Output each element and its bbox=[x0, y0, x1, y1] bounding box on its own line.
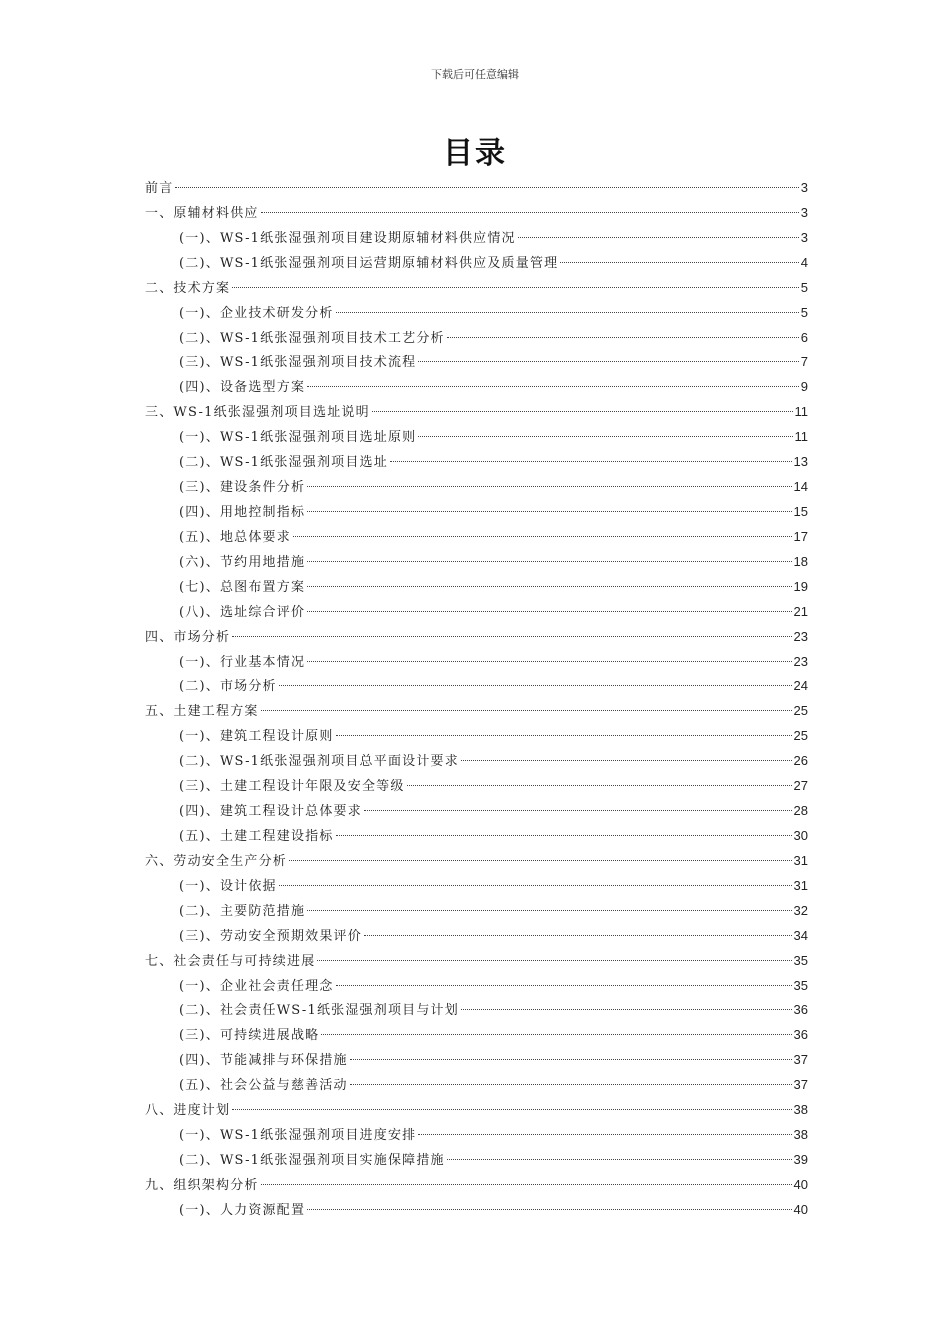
toc-leader-dots bbox=[307, 1209, 791, 1210]
toc-subentry[interactable] bbox=[145, 525, 808, 550]
toc-entry-label: 二、技术方案 bbox=[145, 280, 231, 296]
toc-leader-dots bbox=[560, 262, 798, 263]
toc-subentry[interactable] bbox=[145, 824, 808, 849]
toc-leader-dots bbox=[293, 536, 792, 537]
toc-page-number: 30 bbox=[793, 827, 808, 843]
toc-subentry[interactable] bbox=[145, 774, 808, 799]
toc-leader-dots bbox=[336, 835, 792, 836]
toc-page-number: 11 bbox=[794, 429, 808, 445]
toc-entry-label: (五)、土建工程建设指标 bbox=[179, 828, 334, 844]
toc-page-number: 18 bbox=[793, 553, 808, 569]
toc-entry-label: (二)、主要防范措施 bbox=[179, 903, 306, 919]
toc-subentry[interactable] bbox=[145, 326, 808, 351]
toc-entry-label: 九、组织架构分析 bbox=[145, 1177, 259, 1193]
toc-entry[interactable] bbox=[145, 699, 808, 724]
toc-leader-dots bbox=[336, 985, 792, 986]
toc-entry-label: (三)、土建工程设计年限及安全等级 bbox=[179, 779, 405, 795]
toc-page-number: 7 bbox=[800, 354, 808, 370]
toc-page-number: 6 bbox=[800, 329, 808, 345]
toc-subentry[interactable] bbox=[145, 749, 808, 774]
toc-page-number: 38 bbox=[793, 1102, 808, 1118]
toc-leader-dots bbox=[261, 212, 799, 213]
toc-leader-dots bbox=[289, 860, 792, 861]
toc-entry-label: (一)、WS-1纸张湿强剂项目建设期原辅材料供应情况 bbox=[179, 230, 516, 246]
toc-leader-dots bbox=[307, 611, 791, 612]
toc-entry-label: (一)、企业社会责任理念 bbox=[179, 978, 334, 994]
toc-leader-dots bbox=[518, 237, 799, 238]
toc-subentry[interactable] bbox=[145, 1198, 808, 1223]
toc-entry-label: (四)、设备选型方案 bbox=[179, 380, 306, 396]
toc-entry-label: (二)、WS-1纸张湿强剂项目选址 bbox=[179, 455, 388, 471]
toc-leader-dots bbox=[279, 685, 792, 686]
toc-entry[interactable] bbox=[145, 625, 808, 650]
toc-page-number: 5 bbox=[800, 279, 808, 295]
toc-leader-dots bbox=[418, 436, 792, 437]
toc-entry[interactable] bbox=[145, 201, 808, 226]
toc-subentry[interactable] bbox=[145, 1023, 808, 1048]
toc-page-number: 26 bbox=[793, 753, 808, 769]
toc-subentry[interactable] bbox=[145, 674, 808, 699]
toc-page-number: 38 bbox=[793, 1127, 808, 1143]
toc-entry-label: 四、市场分析 bbox=[145, 629, 231, 645]
toc-leader-dots bbox=[336, 735, 792, 736]
toc-page-number: 3 bbox=[800, 180, 808, 195]
toc-page-number: 17 bbox=[793, 528, 808, 544]
toc-subentry[interactable] bbox=[145, 1073, 808, 1098]
toc-leader-dots bbox=[447, 1159, 792, 1160]
toc-leader-dots bbox=[350, 1084, 792, 1085]
toc-page-number: 14 bbox=[793, 479, 808, 495]
toc-page-number: 11 bbox=[794, 404, 808, 420]
toc-page-number: 27 bbox=[793, 778, 808, 794]
toc-entry-label: (三)、WS-1纸张湿强剂项目技术流程 bbox=[179, 355, 417, 371]
toc-leader-dots bbox=[364, 810, 792, 811]
toc-subentry[interactable] bbox=[145, 1123, 808, 1148]
toc-entry-label: 六、劳动安全生产分析 bbox=[145, 853, 288, 869]
toc-leader-dots bbox=[232, 1109, 791, 1110]
toc-leader-dots bbox=[418, 1134, 791, 1135]
toc-page-number: 36 bbox=[793, 1027, 808, 1043]
toc-leader-dots bbox=[336, 312, 799, 313]
toc-page-number: 15 bbox=[793, 503, 808, 519]
toc-page-number: 36 bbox=[793, 1002, 808, 1018]
toc-leader-dots bbox=[461, 760, 792, 761]
toc-leader-dots bbox=[307, 910, 791, 911]
toc-page-number: 9 bbox=[800, 379, 808, 395]
toc-entry-label: (八)、选址综合评价 bbox=[179, 604, 306, 620]
toc-entry-label: 五、土建工程方案 bbox=[145, 704, 259, 720]
toc-page-number: 3 bbox=[800, 204, 808, 220]
toc-page-number: 3 bbox=[800, 229, 808, 245]
toc-leader-dots bbox=[279, 885, 792, 886]
toc-subentry[interactable] bbox=[145, 226, 808, 251]
toc-leader-dots bbox=[364, 935, 792, 936]
toc-entry-label: (三)、建设条件分析 bbox=[179, 480, 306, 496]
toc-leader-dots bbox=[307, 486, 791, 487]
toc-page-number: 34 bbox=[793, 927, 808, 943]
toc-page-number: 5 bbox=[800, 304, 808, 320]
toc-leader-dots bbox=[232, 636, 791, 637]
toc-entry-label: (四)、节能减排与环保措施 bbox=[179, 1053, 348, 1069]
toc-entry-label: (二)、市场分析 bbox=[179, 679, 277, 695]
toc-leader-dots bbox=[372, 411, 793, 412]
toc-entry-label: (二)、WS-1纸张湿强剂项目总平面设计要求 bbox=[179, 754, 459, 770]
toc-leader-dots bbox=[261, 710, 792, 711]
toc-entry-label: (三)、可持续进展战略 bbox=[179, 1028, 320, 1044]
toc-entry-label: 前言 bbox=[145, 181, 174, 196]
toc-entry-label: (五)、社会公益与慈善活动 bbox=[179, 1078, 348, 1094]
toc-page-number: 31 bbox=[793, 877, 808, 893]
toc-entry-label: 三、WS-1纸张湿强剂项目选址说明 bbox=[145, 405, 370, 421]
toc-leader-dots bbox=[232, 287, 799, 288]
toc-entry-label: (一)、行业基本情况 bbox=[179, 654, 306, 670]
toc-entry[interactable] bbox=[145, 1173, 808, 1198]
toc-subentry[interactable] bbox=[145, 500, 808, 525]
toc-entry-label: (五)、地总体要求 bbox=[179, 529, 291, 545]
toc-entry-label: (二)、WS-1纸张湿强剂项目实施保障措施 bbox=[179, 1152, 445, 1168]
toc-subentry[interactable] bbox=[145, 899, 808, 924]
toc-page-number: 23 bbox=[793, 653, 808, 669]
toc-leader-dots bbox=[175, 187, 798, 188]
toc-leader-dots bbox=[317, 960, 791, 961]
toc-subentry[interactable] bbox=[145, 475, 808, 500]
toc-subentry[interactable] bbox=[145, 425, 808, 450]
toc-subentry[interactable] bbox=[145, 974, 808, 999]
toc-entry[interactable] bbox=[145, 176, 808, 201]
toc-entry-label: (二)、WS-1纸张湿强剂项目运营期原辅材料供应及质量管理 bbox=[179, 255, 559, 271]
toc-entry-label: 一、原辅材料供应 bbox=[145, 205, 259, 221]
toc-subentry[interactable] bbox=[145, 450, 808, 475]
toc-entry[interactable] bbox=[145, 1098, 808, 1123]
toc-subentry[interactable] bbox=[145, 799, 808, 824]
toc-entry-label: 七、社会责任与可持续进展 bbox=[145, 953, 316, 969]
toc-page-number: 13 bbox=[793, 454, 808, 470]
toc-entry[interactable] bbox=[145, 276, 808, 301]
toc-entry-label: (七)、总图布置方案 bbox=[179, 579, 306, 595]
toc-page-number: 32 bbox=[793, 902, 808, 918]
toc-page-number: 31 bbox=[793, 852, 808, 868]
toc-page-number: 28 bbox=[793, 803, 808, 819]
toc-page-number: 35 bbox=[793, 977, 808, 993]
toc-leader-dots bbox=[261, 1184, 792, 1185]
toc-entry-label: (六)、节约用地措施 bbox=[179, 554, 306, 570]
toc-page-number: 23 bbox=[793, 628, 808, 644]
toc-page-number: 35 bbox=[793, 952, 808, 968]
page-title: 目录 bbox=[443, 136, 507, 171]
toc-subentry[interactable] bbox=[145, 575, 808, 600]
toc-subentry[interactable] bbox=[145, 998, 808, 1023]
toc-entry[interactable] bbox=[145, 949, 808, 974]
toc-page-number: 25 bbox=[793, 728, 808, 744]
toc-leader-dots bbox=[307, 561, 791, 562]
toc-leader-dots bbox=[447, 337, 799, 338]
table-of-contents bbox=[145, 176, 808, 1223]
toc-subentry[interactable] bbox=[145, 301, 808, 326]
toc-page-number: 19 bbox=[793, 578, 808, 594]
toc-subentry[interactable] bbox=[145, 375, 808, 400]
toc-entry-label: (二)、社会责任WS-1纸张湿强剂项目与计划 bbox=[179, 1003, 459, 1019]
toc-subentry[interactable] bbox=[145, 600, 808, 625]
toc-entry-label: (三)、劳动安全预期效果评价 bbox=[179, 928, 362, 944]
toc-page-number: 24 bbox=[793, 678, 808, 694]
toc-subentry[interactable] bbox=[145, 550, 808, 575]
toc-leader-dots bbox=[307, 661, 791, 662]
toc-leader-dots bbox=[350, 1059, 792, 1060]
toc-leader-dots bbox=[461, 1009, 792, 1010]
toc-subentry[interactable] bbox=[145, 874, 808, 899]
toc-leader-dots bbox=[390, 461, 792, 462]
toc-page-number: 40 bbox=[793, 1201, 808, 1217]
toc-entry-label: (二)、WS-1纸张湿强剂项目技术工艺分析 bbox=[179, 330, 445, 346]
toc-subentry[interactable] bbox=[145, 924, 808, 949]
toc-subentry[interactable] bbox=[145, 350, 808, 375]
toc-entry-label: (四)、建筑工程设计总体要求 bbox=[179, 804, 362, 820]
toc-page-number: 40 bbox=[793, 1176, 808, 1192]
toc-page-number: 21 bbox=[793, 603, 808, 619]
toc-entry[interactable] bbox=[145, 849, 808, 874]
toc-entry-label: (一)、人力资源配置 bbox=[179, 1202, 306, 1218]
toc-leader-dots bbox=[407, 785, 792, 786]
toc-leader-dots bbox=[307, 586, 791, 587]
toc-entry-label: (一)、WS-1纸张湿强剂项目选址原则 bbox=[179, 430, 417, 446]
toc-subentry[interactable] bbox=[145, 724, 808, 749]
toc-leader-dots bbox=[307, 386, 799, 387]
toc-page-number: 39 bbox=[793, 1151, 808, 1167]
toc-entry-label: (一)、设计依据 bbox=[179, 878, 277, 894]
toc-subentry[interactable] bbox=[145, 1048, 808, 1073]
toc-leader-dots bbox=[418, 361, 798, 362]
toc-subentry[interactable] bbox=[145, 1148, 808, 1173]
toc-page-number: 37 bbox=[793, 1077, 808, 1093]
toc-entry-label: 八、进度计划 bbox=[145, 1103, 231, 1119]
toc-page-number: 4 bbox=[800, 254, 808, 270]
toc-entry[interactable] bbox=[145, 400, 808, 425]
toc-entry-label: (一)、WS-1纸张湿强剂项目进度安排 bbox=[179, 1128, 417, 1144]
toc-entry-label: (四)、用地控制指标 bbox=[179, 504, 306, 520]
toc-subentry[interactable] bbox=[145, 251, 808, 276]
toc-subentry[interactable] bbox=[145, 650, 808, 675]
toc-entry-label: (一)、建筑工程设计原则 bbox=[179, 729, 334, 745]
header-note: 下载后可任意编辑 bbox=[431, 68, 519, 81]
toc-page-number: 37 bbox=[793, 1052, 808, 1068]
toc-page-number: 25 bbox=[793, 703, 808, 719]
toc-leader-dots bbox=[321, 1034, 791, 1035]
toc-leader-dots bbox=[307, 511, 791, 512]
toc-entry-label: (一)、企业技术研发分析 bbox=[179, 305, 334, 321]
